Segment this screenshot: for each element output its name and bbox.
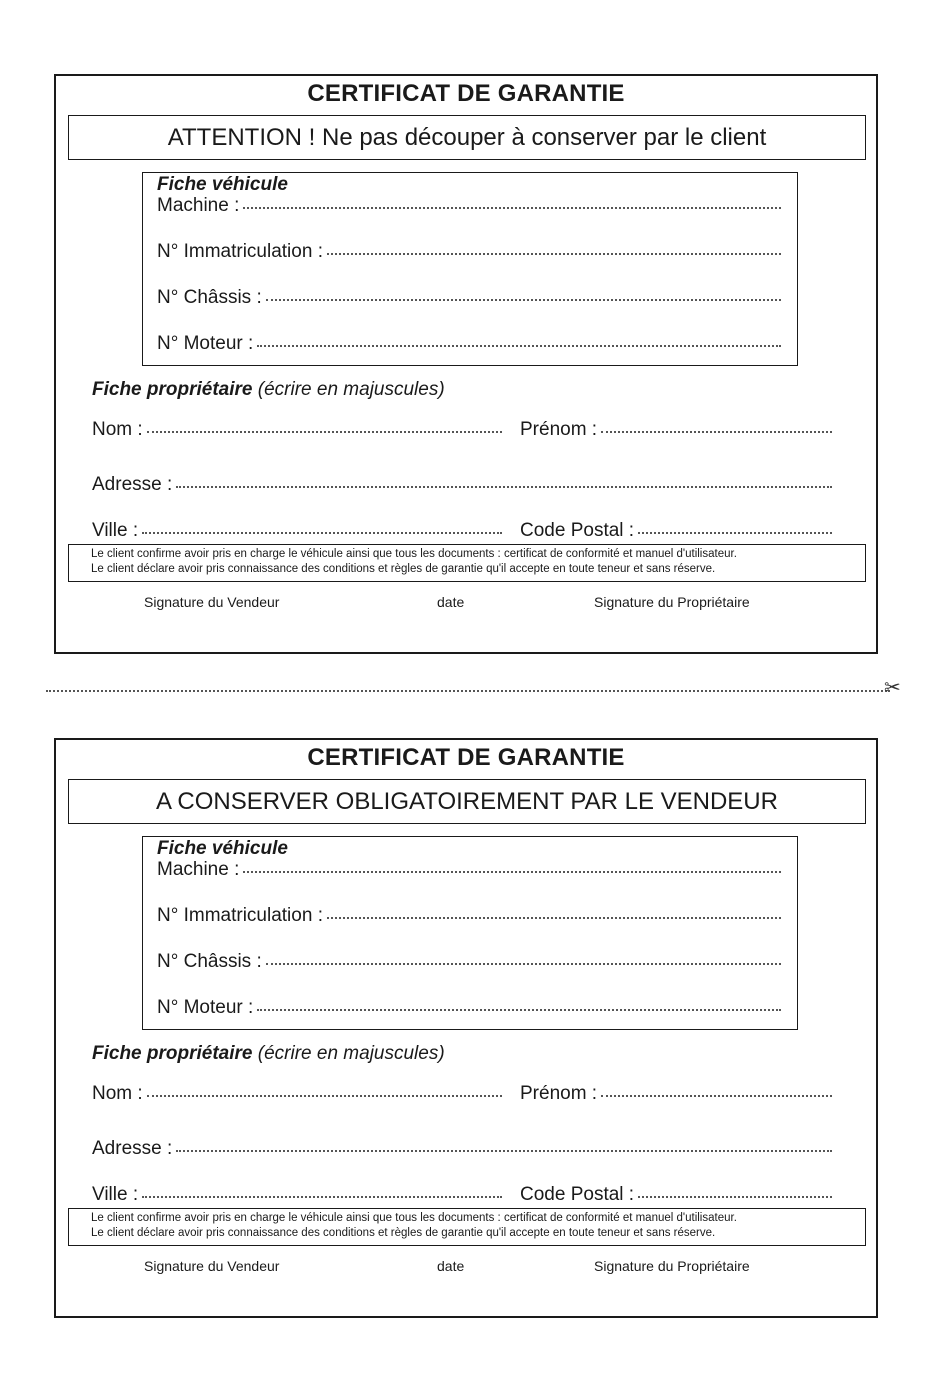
owner-heading-title: Fiche propriétaire bbox=[92, 1043, 253, 1064]
nom-field[interactable] bbox=[92, 419, 502, 441]
nom-label: Nom : bbox=[92, 1083, 143, 1104]
code-postal-label: Code Postal : bbox=[520, 520, 635, 541]
moteur-dotted-line[interactable] bbox=[257, 1008, 781, 1011]
certificate-banner: A CONSERVER OBLIGATOIREMENT PAR LE VENDEUR bbox=[68, 779, 866, 824]
signature-date-label: date bbox=[437, 594, 465, 610]
immatriculation-field[interactable] bbox=[157, 241, 781, 263]
moteur-dotted-line[interactable] bbox=[257, 344, 781, 347]
certificate-title: CERTIFICAT DE GARANTIE bbox=[307, 80, 625, 107]
adresse-label: Adresse : bbox=[92, 1138, 173, 1159]
code-postal-label: Code Postal : bbox=[520, 1184, 635, 1205]
machine-dotted-line[interactable] bbox=[243, 206, 781, 209]
nom-label: Nom : bbox=[92, 419, 143, 440]
machine-dotted-line[interactable] bbox=[243, 870, 781, 873]
owner-heading bbox=[92, 1043, 445, 1065]
certificate-title: CERTIFICAT DE GARANTIE bbox=[307, 744, 625, 771]
machine-label: Machine : bbox=[157, 195, 240, 216]
certificate-banner: ATTENTION ! Ne pas découper à conserver par le client bbox=[68, 115, 866, 160]
adresse-dotted-line[interactable] bbox=[176, 1149, 832, 1152]
owner-heading-note: (écrire en majuscules) bbox=[257, 1043, 445, 1064]
code-postal-field[interactable] bbox=[520, 1184, 832, 1206]
cut-line bbox=[46, 690, 890, 692]
machine-field[interactable] bbox=[157, 195, 781, 217]
signature-date-label: date bbox=[437, 1258, 465, 1274]
ville-label: Ville : bbox=[92, 1184, 139, 1205]
vehicle-section bbox=[142, 836, 798, 1030]
immatriculation-field[interactable] bbox=[157, 905, 781, 927]
chassis-dotted-line[interactable] bbox=[266, 962, 781, 965]
machine-label: Machine : bbox=[157, 859, 240, 880]
code-postal-field[interactable] bbox=[520, 520, 832, 542]
prenom-dotted-line[interactable] bbox=[601, 430, 832, 433]
moteur-field[interactable] bbox=[157, 997, 781, 1019]
code-postal-dotted-line[interactable] bbox=[638, 531, 832, 534]
ville-label: Ville : bbox=[92, 520, 139, 541]
terms-notice bbox=[68, 1208, 866, 1246]
moteur-label: N° Moteur : bbox=[157, 333, 254, 354]
immatriculation-dotted-line[interactable] bbox=[327, 252, 781, 255]
adresse-label: Adresse : bbox=[92, 474, 173, 495]
ville-field[interactable] bbox=[92, 520, 502, 542]
code-postal-dotted-line[interactable] bbox=[638, 1195, 832, 1198]
adresse-field[interactable] bbox=[92, 474, 832, 496]
prenom-label: Prénom : bbox=[520, 1083, 598, 1104]
signature-proprietaire-label: Signature du Propriétaire bbox=[594, 594, 750, 610]
warranty-certificate-client bbox=[54, 74, 878, 654]
vehicle-section bbox=[142, 172, 798, 366]
owner-heading-title: Fiche propriétaire bbox=[92, 379, 253, 400]
adresse-dotted-line[interactable] bbox=[176, 485, 832, 488]
nom-dotted-line[interactable] bbox=[147, 430, 502, 433]
terms-notice bbox=[68, 544, 866, 582]
nom-field[interactable] bbox=[92, 1083, 502, 1105]
vehicle-heading: Fiche véhicule bbox=[157, 838, 288, 859]
signature-vendeur-label: Signature du Vendeur bbox=[144, 594, 280, 610]
prenom-label: Prénom : bbox=[520, 419, 598, 440]
chassis-dotted-line[interactable] bbox=[266, 298, 781, 301]
owner-heading bbox=[92, 379, 445, 401]
prenom-field[interactable] bbox=[520, 419, 832, 441]
chassis-field[interactable] bbox=[157, 951, 781, 973]
ville-dotted-line[interactable] bbox=[142, 1195, 502, 1198]
prenom-field[interactable] bbox=[520, 1083, 832, 1105]
chassis-field[interactable] bbox=[157, 287, 781, 309]
terms-line-2: Le client déclare avoir pris connaissance des conditions et règles de garantie qu'il accepte en toute teneur et sans réserve. bbox=[91, 563, 716, 575]
terms-line-1: Le client confirme avoir pris en charge le véhicule ainsi que tous les documents : certificat de conformité et manuel d'utilisateur. bbox=[91, 548, 737, 560]
adresse-field[interactable] bbox=[92, 1138, 832, 1160]
nom-dotted-line[interactable] bbox=[147, 1094, 502, 1097]
immatriculation-dotted-line[interactable] bbox=[327, 916, 781, 919]
chassis-label: N° Châssis : bbox=[157, 287, 262, 308]
immatriculation-label: N° Immatriculation : bbox=[157, 241, 323, 262]
warranty-certificate-vendor bbox=[54, 738, 878, 1318]
owner-heading-note: (écrire en majuscules) bbox=[257, 379, 445, 400]
ville-field[interactable] bbox=[92, 1184, 502, 1206]
terms-line-1: Le client confirme avoir pris en charge le véhicule ainsi que tous les documents : certificat de conformité et manuel d'utilisateur. bbox=[91, 1212, 737, 1224]
immatriculation-label: N° Immatriculation : bbox=[157, 905, 323, 926]
signature-vendeur-label: Signature du Vendeur bbox=[144, 1258, 280, 1274]
moteur-field[interactable] bbox=[157, 333, 781, 355]
signature-proprietaire-label: Signature du Propriétaire bbox=[594, 1258, 750, 1274]
ville-dotted-line[interactable] bbox=[142, 531, 502, 534]
prenom-dotted-line[interactable] bbox=[601, 1094, 832, 1097]
moteur-label: N° Moteur : bbox=[157, 997, 254, 1018]
vehicle-heading: Fiche véhicule bbox=[157, 174, 288, 195]
machine-field[interactable] bbox=[157, 859, 781, 881]
chassis-label: N° Châssis : bbox=[157, 951, 262, 972]
terms-line-2: Le client déclare avoir pris connaissance des conditions et règles de garantie qu'il accepte en toute teneur et sans réserve. bbox=[91, 1227, 716, 1239]
scissors-icon: ✂ bbox=[884, 677, 901, 699]
